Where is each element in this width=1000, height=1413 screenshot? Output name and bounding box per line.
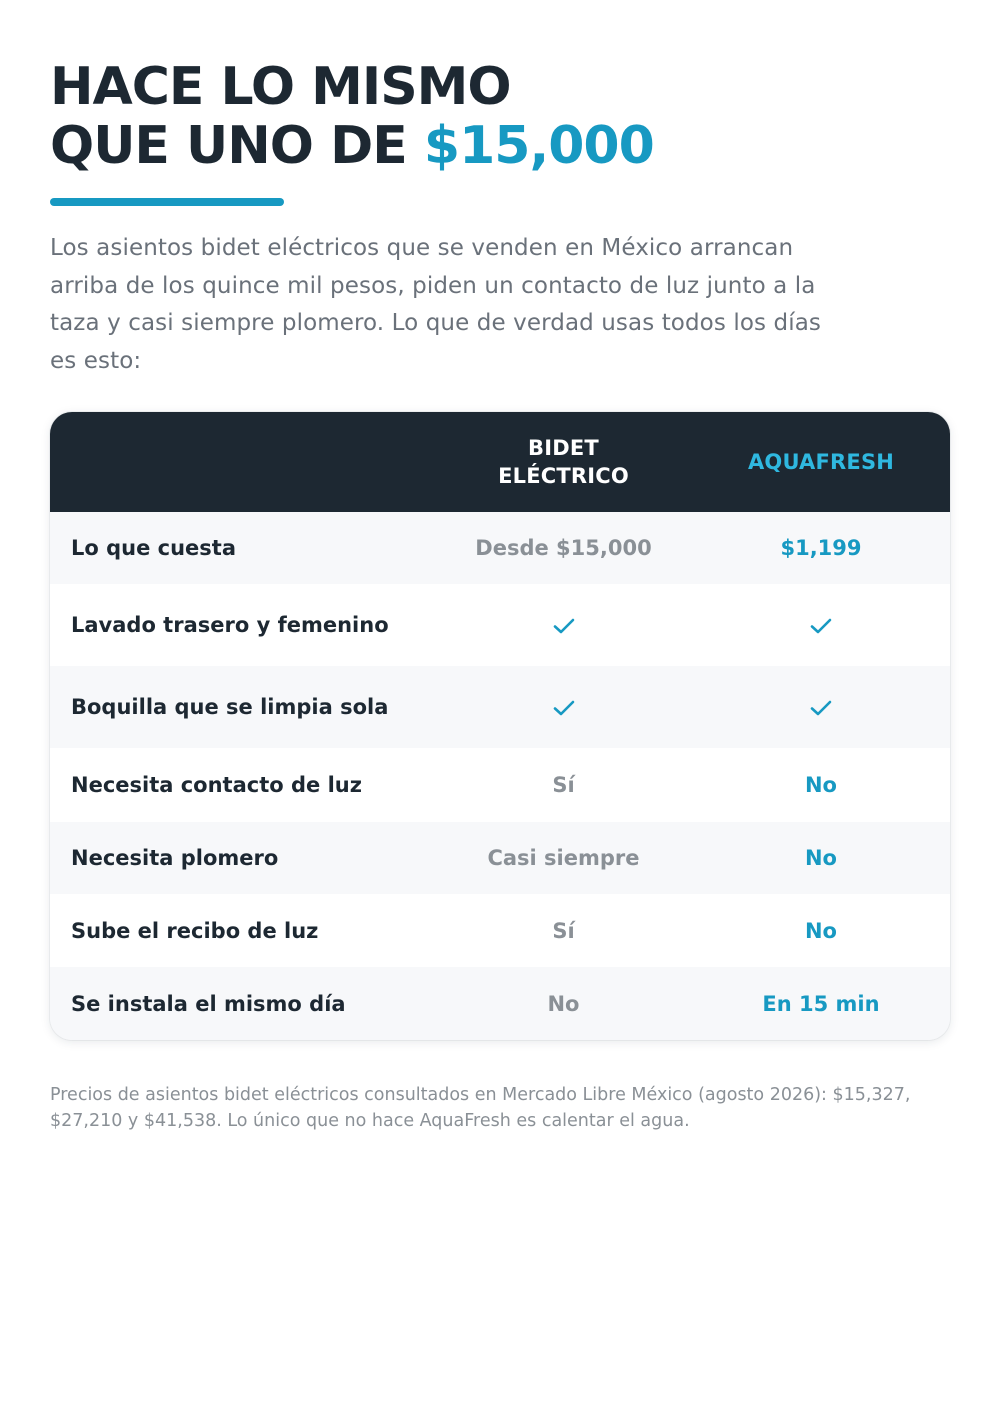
header-bidet-line-2: ELÉCTRICO [498,464,629,488]
row-label: Lo que cuesta [71,536,237,560]
table-header [50,412,950,512]
footnote: Precios de asientos bidet eléctricos consultados en Mercado Libre México (agosto 2026): $15,327, $27,210 y $41,538. Lo único que no hace AquaFresh es calentar el agua. [50,1084,911,1131]
comparison-table [50,412,950,1040]
check-icon [435,695,692,719]
bidet-value: Sí [552,773,575,797]
aquafresh-value: En 15 min [762,991,880,1016]
row-label: Se instala el mismo día [71,991,346,1016]
aquafresh-value: No [804,918,837,943]
check-icon [692,613,950,637]
aquafresh-value: No [804,846,837,870]
table-body [50,512,950,1040]
table-row [50,894,950,967]
headline-line-2-prefix: QUE UNO DE [50,116,424,176]
aquafresh-value: No [804,773,837,797]
table-row [50,748,950,822]
header-bidet-line-1: BIDET [528,436,599,460]
bidet-value: Desde $15,000 [475,536,652,560]
intro-paragraph: Los asientos bidet eléctricos que se venden en México arrancan arriba de los quince mil pesos, piden un contacto de luz junto a la taza y casi siempre plomero. Lo que de verdad usas todos los días es esto: [50,235,821,374]
table-row [50,666,950,748]
headline-line-2 [50,117,950,176]
comparison-page [50,0,950,1131]
headline [50,0,950,176]
row-label: Necesita plomero [71,846,279,870]
table-row [50,584,950,666]
table-row [50,967,950,1040]
bidet-value: No [547,991,580,1016]
row-label: Necesita contacto de luz [71,773,362,797]
table-row [50,822,950,894]
headline-line-1: HACE LO MISMO [50,57,511,117]
table-row [50,512,950,584]
accent-rule [50,198,284,206]
headline-price-accent: $15,000 [423,116,654,176]
row-label: Lavado trasero y femenino [71,613,389,637]
header-aquafresh: AQUAFRESH [747,450,895,474]
check-icon [692,695,950,719]
check-icon [435,613,692,637]
bidet-value: Casi siempre [487,846,640,870]
aquafresh-value: $1,199 [780,536,862,560]
row-label: Boquilla que se limpia sola [71,695,389,719]
bidet-value: Sí [552,918,575,943]
header-bidet-electrico [435,434,692,490]
row-label: Sube el recibo de luz [71,918,319,943]
